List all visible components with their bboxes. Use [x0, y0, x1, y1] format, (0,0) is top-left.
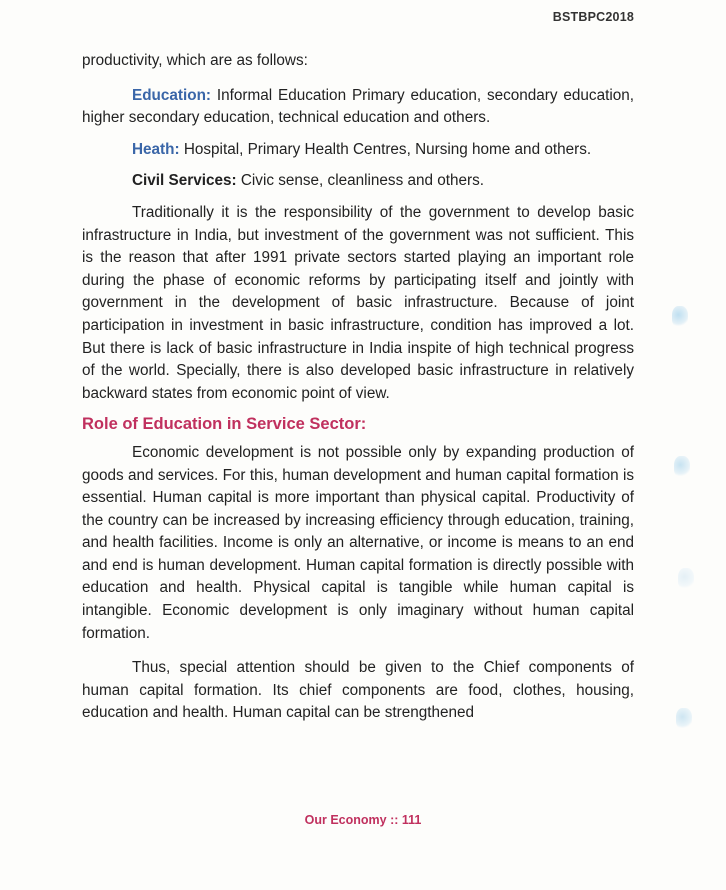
paragraph-infrastructure: Traditionally it is the responsibility of the government to develop basic infrastructure in India, but investment of the government was not sufficient. This is the reason that after 1991 private sectors started playing an important role during the phase of economic reforms by participating itself and jointly with government in the development of basic infrastructure. Because of joint participation in investment in basic infrastructure, condition has improved a lot. But there is lack of basic infrastructure in India inspite of high technical progress of the world. Specially, there is also developed basic infrastructure in relatively backward states from economic point of view.	[82, 203, 634, 402]
binding-mark	[676, 708, 692, 730]
list-item-civil-services	[82, 170, 634, 193]
binding-mark	[678, 568, 694, 590]
paragraph-education-role: Economic development is not possible only by expanding production of goods and services. For this, human development and human capital formation is essential. Human capital is more important than physical capital. Productivity of the country can be increased by increasing efficiency through education, training, and health facilities. Income is only an alternative, or income is means to an end and end is human development. Human capital formation is directly possible with education and health. Physical capital is tangible while human capital is intangible. Economic development is only imaginary without human capital formation.	[82, 443, 634, 642]
term-civil-services: Civil Services:	[132, 172, 237, 190]
term-education: Education:	[132, 86, 212, 104]
paragraph-human-capital: Thus, special attention should be given to the Chief components of human capital formation. Its chief components are food, clothes, housing, education and health. Human capital can be strengthened	[82, 659, 634, 722]
text-health: Hospital, Primary Health Centres, Nursing home and others.	[179, 140, 592, 158]
text-education: Informal Education Primary education, secondary education, higher secondary education, technical education and others.	[82, 86, 634, 127]
list-item-health	[82, 139, 634, 162]
binding-mark	[674, 456, 690, 478]
text-civil-services: Civic sense, cleanliness and others.	[236, 172, 485, 190]
intro-line: productivity, which are as follows:	[82, 52, 308, 69]
page-content	[82, 50, 634, 725]
list-item-education	[82, 85, 634, 130]
section-heading: Role of Education in Service Sector:	[82, 415, 367, 434]
page-footer: Our Economy :: 111	[304, 813, 422, 827]
document-code: BSTBPC2018	[552, 10, 634, 24]
binding-mark	[672, 306, 688, 328]
term-health: Heath:	[132, 140, 180, 158]
